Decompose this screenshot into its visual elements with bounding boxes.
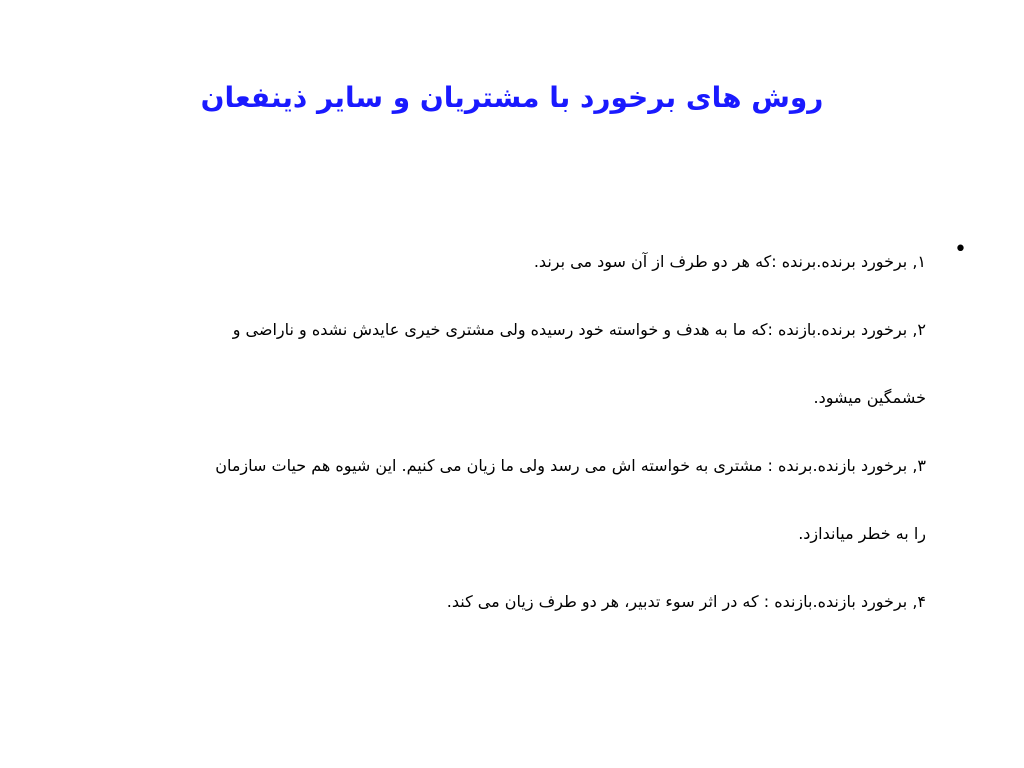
slide-title: روش های برخورد با مشتریان و سایر ذینفعان [200,81,824,114]
lose-win-line-continued: را به خطر میاندازد. [798,524,926,543]
win-win-line: ۱, برخورد برنده.برنده :که هر دو طرف از آن سود می برند. [533,252,926,271]
bullet-marker: • [954,237,967,262]
bullet-body [96,228,926,636]
win-lose-line: ۲, برخورد برنده.بازنده :که ما به هدف و خواسته خود رسیده ولی مشتری خیری عایدش نشده و ناراضی و [232,320,926,339]
lose-lose-line: ۴, برخورد بازنده.بازنده : که در اثر سوء تدبیر، هر دو طرف زیان می کند. [446,592,926,611]
win-lose-line-continued: خشمگین میشود. [813,388,926,407]
lose-win-line: ۳, برخورد بازنده.برنده : مشتری به خواسته اش می رسد ولی ما زیان می کنیم. این شیوه هم حیات سازمان [215,456,926,475]
